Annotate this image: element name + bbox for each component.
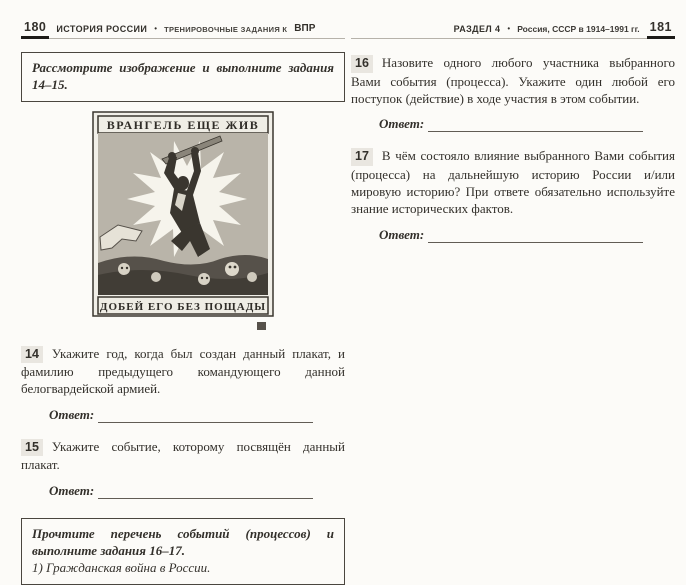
events-box-item-1: 1) Гражданская война в России. [32,560,211,576]
task-14-number: 14 [21,346,43,364]
task-17-text [351,147,675,217]
instruction-box [21,52,345,102]
left-page-number: 180 [21,20,49,39]
answer-blank-line [98,485,313,499]
task-14-text [21,345,345,398]
poster [92,111,274,330]
events-box-instruction: Прочтите перечень событий (процессов) и выполните задания 16–17. [32,525,334,558]
task-15-text [21,438,345,474]
task-14 [21,345,345,423]
left-header-title: ИСТОРИЯ РОССИИ [56,24,148,34]
task-16-text [351,54,675,107]
answer-label: Ответ: [49,482,95,498]
poster-image [92,111,274,320]
answer-blank-line [428,229,643,243]
poster-title-top: ВРАНГЕЛЬ ЕЩЕ ЖИВ [106,117,260,132]
answer-blank-line [428,118,643,132]
left-page [21,20,345,585]
events-box [21,518,345,585]
artist-stamp-icon [257,322,266,330]
task-15-body: Укажите событие, которому посвящён данный плакат. [21,438,345,473]
answer-label: Ответ: [379,226,425,242]
task-16-number: 16 [351,55,373,73]
right-running-head [351,20,675,39]
task-17-body: В чём состояло влияние выбранного Вами события (процесса) на дальнейшую историю России и/или мировую историю? При ответе обязательно используйте знание исторических фактов. [351,148,675,217]
left-header-suffix: ВПР [294,23,316,34]
right-page-number: 181 [647,20,675,39]
right-page [351,20,675,243]
task-14-body: Укажите год, когда был создан данный плакат, и фамилию предыдущего командующего данной белогвардейской армией. [21,345,345,397]
task-15-answer [49,483,313,499]
task-16-answer [379,116,643,132]
right-header-section: РАЗДЕЛ 4 [453,24,501,34]
task-15-number: 15 [21,439,43,457]
task-17-answer [379,227,643,243]
task-16-body: Назовите одного любого участника выбранного Вами события (процесса). Укажите один любой его поступок (действие) в ходе участия в этом событии. [351,55,675,106]
answer-blank-line [98,409,313,423]
task-14-answer [49,407,313,423]
task-15 [21,438,345,499]
answer-label: Ответ: [379,116,425,132]
bullet-icon: • [507,24,511,33]
left-header-subtitle: ТРЕНИРОВОЧНЫЕ ЗАДАНИЯ К [164,25,288,34]
instruction-text: Рассмотрите изображение и выполните задания 14–15. [32,60,334,93]
bullet-icon: • [154,24,158,33]
task-16 [351,54,675,132]
right-header-subtitle: Россия, СССР в 1914–1991 гг. [517,24,640,34]
left-running-head [21,20,345,39]
answer-label: Ответ: [49,406,95,422]
task-17 [351,147,675,242]
poster-title-bottom: ДОБЕЙ ЕГО БЕЗ ПОЩАДЫ [99,300,267,313]
task-17-number: 17 [351,148,373,166]
